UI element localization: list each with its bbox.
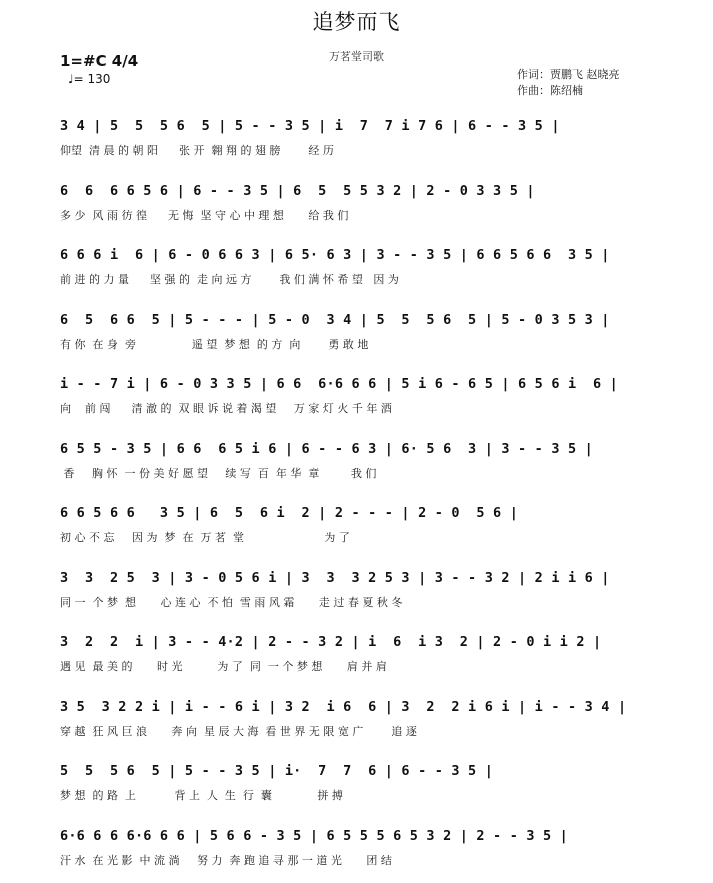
note-line: 3 2 2 i | 3 - - 4·2 | 2 - - 3 2 | i 6 i 3 2 | 2 - 0 i i 2 | [60, 634, 602, 650]
note-line: 3 5 3 2 2 i | i - - 6 i | 3 2 i 6 6 | 3 2 2 i 6 i | i - - 3 4 | [60, 698, 627, 715]
composer-credit: 作曲：陈绍楠 [517, 84, 583, 97]
lyric-line: 仰望 清 晨 的 朝 阳 张 开 翱 翔 的 翅 膀 经 历 [60, 144, 334, 157]
note-line: 6 5 5 - 3 5 | 6 6 6 5 i 6 | 6 - - 6 3 | 6· 5 6 3 | 3 - - 3 5 | [60, 440, 593, 457]
lyric-line: 梦 想 的 路 上 背 上 人 生 行 囊 拼 搏 [60, 789, 343, 802]
lyric-line: 汗 水 在 光 影 中 流 淌 努 力 奔 跑 追 寻 那 一 道 光 团 结 [60, 853, 392, 867]
note-line: 3 4 | 5 5 5 6 5 | 5 - - 3 5 | i 7 7 i 7 6 | 6 - - 3 5 | [60, 118, 560, 134]
lyric-line: 遇 见 最 美 的 时 光 为 了 同 一 个 梦 想 肩 并 肩 [60, 660, 387, 673]
lyric-line: 多 少 风 雨 彷 徨 无 悔 坚 守 心 中 理 想 给 我 们 [60, 208, 349, 222]
note-line: 6 5 6 6 5 | 5 - - - | 5 - 0 3 4 | 5 5 5 6 5 | 5 - 0 3 5 3 | [60, 311, 610, 328]
song-subtitle: 万茗堂司歌 [329, 50, 384, 63]
note-line: 3 3 2 5 3 | 3 - 0 5 6 i | 3 3 3 2 5 3 | 3 - - 3 2 | 2 i i 6 | [60, 569, 610, 586]
lyric-line: 前 进 的 力 量 坚 强 的 走 向 远 方 我 们 满 怀 希 望 因 为 [60, 273, 399, 286]
lyric-line: 穿 越 狂 风 巨 浪 奔 向 星 辰 大 海 看 世 界 无 限 宽 广 追 逐 [60, 724, 417, 738]
lyric-line: 香 胸 怀 一 份 美 好 愿 望 续 写 百 年 华 章 我 们 [60, 466, 377, 480]
note-line: 5 5 5 6 5 | 5 - - 3 5 | i· 7 7 6 | 6 - - 3 5 | [60, 763, 494, 779]
note-line: i - - 7 i | 6 - 0 3 3 5 | 6 6 6·6 6 6 | 5 i 6 - 6 5 | 6 5 6 i 6 | [60, 376, 618, 392]
lyric-line: 向 前 闯 清 澈 的 双 眼 诉 说 着 渴 望 万 家 灯 火 千 年 酒 [60, 402, 392, 415]
lyric-line: 同 一 个 梦 想 心 连 心 不 怕 雪 雨 风 霜 走 过 春 夏 秋 冬 [60, 595, 403, 609]
lyric-line: 有 你 在 身 旁 遥 望 梦 想 的 方 向 勇 敢 地 [60, 337, 369, 351]
lyricist-credit: 作词：贾鹏飞 赵晓亮 [517, 68, 620, 81]
note-line: 6·6 6 6 6·6 6 6 | 5 6 6 - 3 5 | 6 5 5 5 6 5 3 2 | 2 - - 3 5 | [60, 827, 568, 844]
note-line: 6 6 5 6 6 3 5 | 6 5 6 i 2 | 2 - - - | 2 - 0 5 6 | [60, 505, 519, 521]
lyric-line: 初 心 不 忘 因 为 梦 在 万 茗 堂 为 了 [60, 531, 350, 544]
tempo-marking: ♩= 130 [68, 72, 111, 86]
song-title: 追梦而飞 [312, 10, 401, 34]
note-line: 6 6 6 6 5 6 | 6 - - 3 5 | 6 5 5 5 3 2 | 2 - 0 3 3 5 | [60, 182, 535, 199]
note-line: 6 6 6 i 6 | 6 - 0 6 6 3 | 6 5· 6 3 | 3 - - 3 5 | 6 6 5 6 6 3 5 | [60, 247, 610, 263]
key-signature: 1=#C 4/4 [60, 52, 139, 70]
